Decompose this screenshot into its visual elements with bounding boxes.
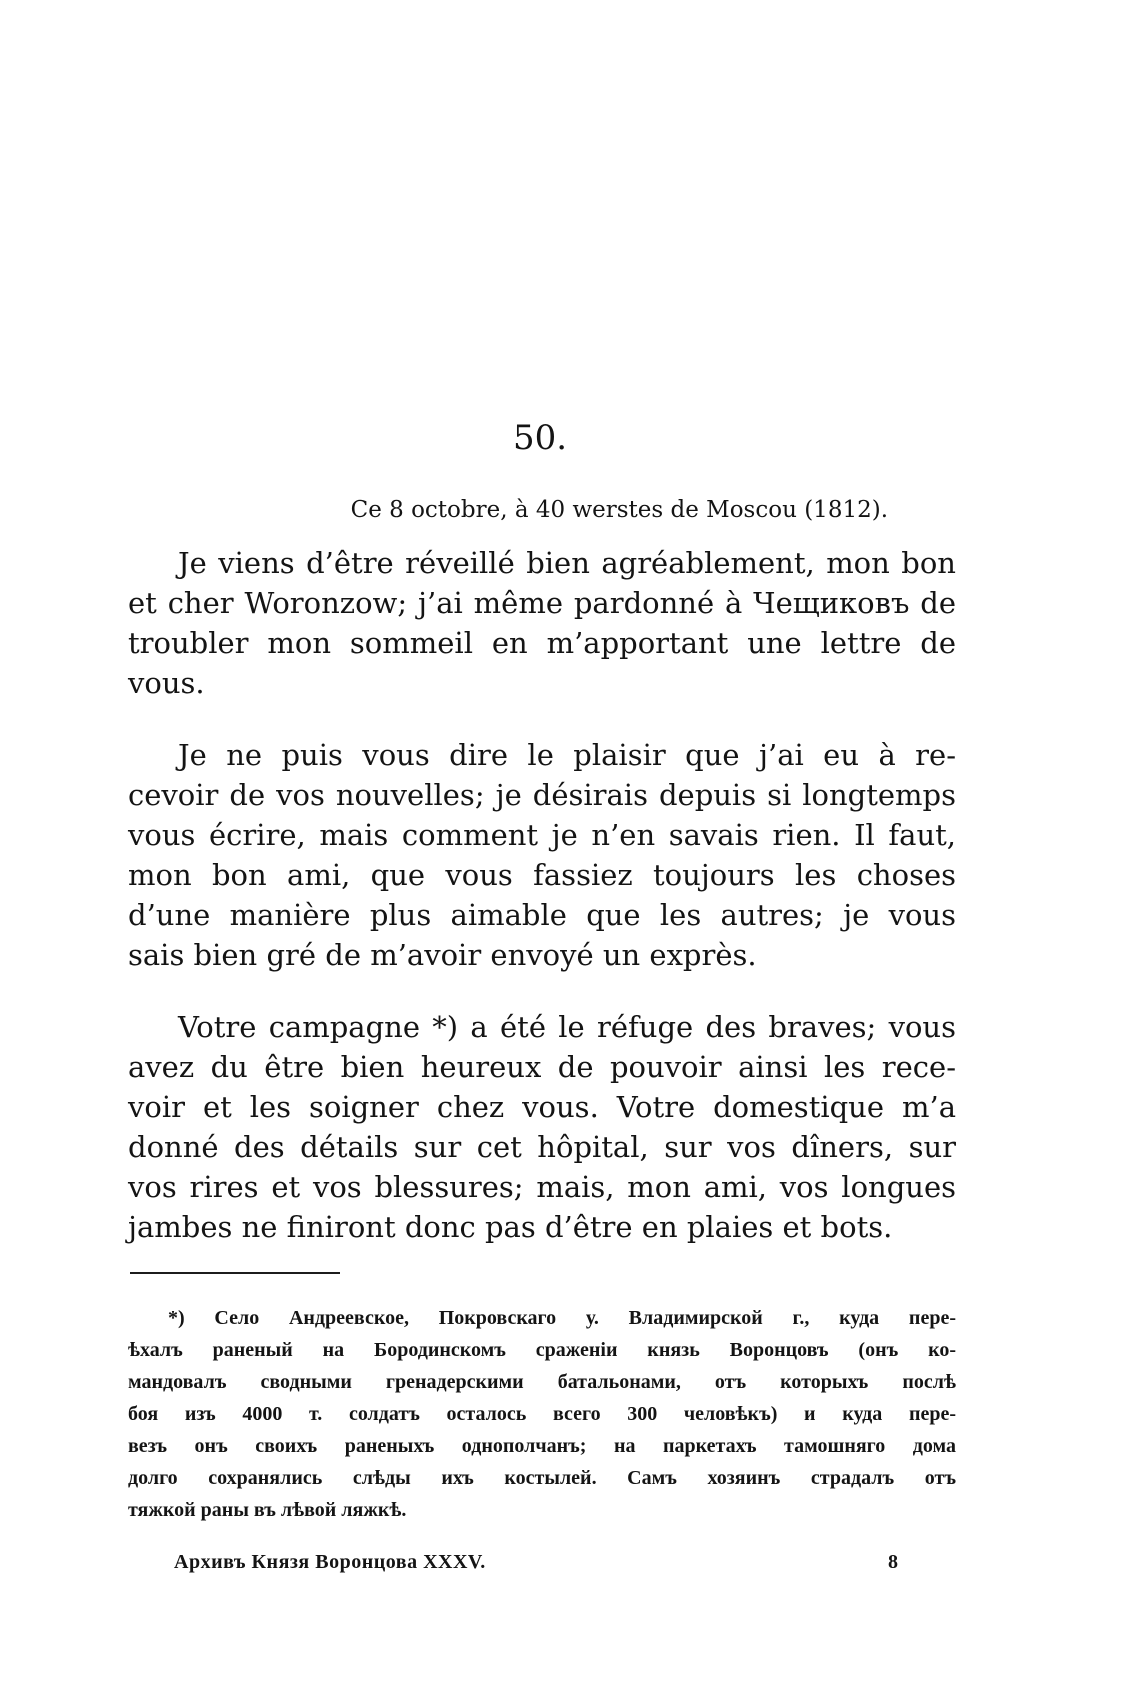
paragraph-line: vos rires et vos blessures; mais, mon ami, vos longues <box>128 1170 956 1204</box>
paragraph-3 <box>128 1007 956 1247</box>
letter-dateline: Ce 8 octobre, à 40 werstes de Moscou (1812). <box>350 497 888 523</box>
paragraph-line: donné des détails sur cet hôpital, sur vos dîners, sur <box>128 1130 956 1164</box>
footnote-line: боя изъ 4000 т. солдатъ осталось всего 300 человѣкъ) и куда пере- <box>128 1403 956 1425</box>
footnote-line: тяжкой раны въ лѣвой ляжкѣ. <box>128 1499 407 1521</box>
paragraph-line: jambes ne finiront donc pas d’être en plaies et bots. <box>128 1210 893 1244</box>
footnote-line: ѣхалъ раненый на Бородинскомъ сраженіи князь Воронцовъ (онъ ко- <box>128 1339 956 1361</box>
footnote-line: везъ онъ своихъ раненыхъ однополчанъ; на паркетахъ тамошняго дома <box>128 1435 956 1457</box>
paragraph-1 <box>128 543 956 703</box>
paragraph-2 <box>128 735 956 975</box>
paragraph-line: mon bon ami, que vous fassiez toujours les choses <box>128 858 956 892</box>
paragraph-line: troubler mon sommeil en m’apportant une lettre de <box>128 626 956 660</box>
letter-number: 50. <box>512 418 568 458</box>
footnote-line: *) Село Андреевское, Покровскаго у. Владимирской г., куда пере- <box>168 1307 956 1329</box>
footnote-divider <box>130 1272 340 1274</box>
footnote-line: долго сохранялись слѣды ихъ костылей. Самъ хозяинъ страдалъ отъ <box>128 1467 956 1489</box>
paragraph-line: cevoir de vos nouvelles; je désirais depuis si longtemps <box>128 778 956 812</box>
footer-title: Архивъ Князя Воронцова XXXV. <box>174 1551 486 1573</box>
paragraph-line: voir et les soigner chez vous. Votre domestique m’a <box>128 1090 956 1124</box>
paragraph-line: sais bien gré de m’avoir envoyé un exprès. <box>128 938 757 972</box>
footnote-line: мандовалъ сводными гренадерскими батальонами, отъ которыхъ послѣ <box>128 1371 956 1393</box>
footnote <box>128 1302 956 1526</box>
paragraph-line: vous écrire, mais comment je n’en savais rien. Il faut, <box>128 818 956 852</box>
paragraph-line: d’une manière plus aimable que les autres; je vous <box>128 898 956 932</box>
paragraph-line: et cher Woronzow; j’ai même pardonné à Чещиковъ de <box>128 586 956 620</box>
sheet-number: 8 <box>888 1551 898 1573</box>
paragraph-line: Votre campagne *) a été le réfuge des braves; vous <box>178 1010 956 1044</box>
paragraph-line: Je ne puis vous dire le plaisir que j’ai eu à re- <box>178 738 956 772</box>
paragraph-line: avez du être bien heureux de pouvoir ainsi les rece- <box>128 1050 956 1084</box>
paragraph-line: Je viens d’être réveillé bien agréablement, mon bon <box>178 546 956 580</box>
paragraph-line: vous. <box>128 666 205 700</box>
